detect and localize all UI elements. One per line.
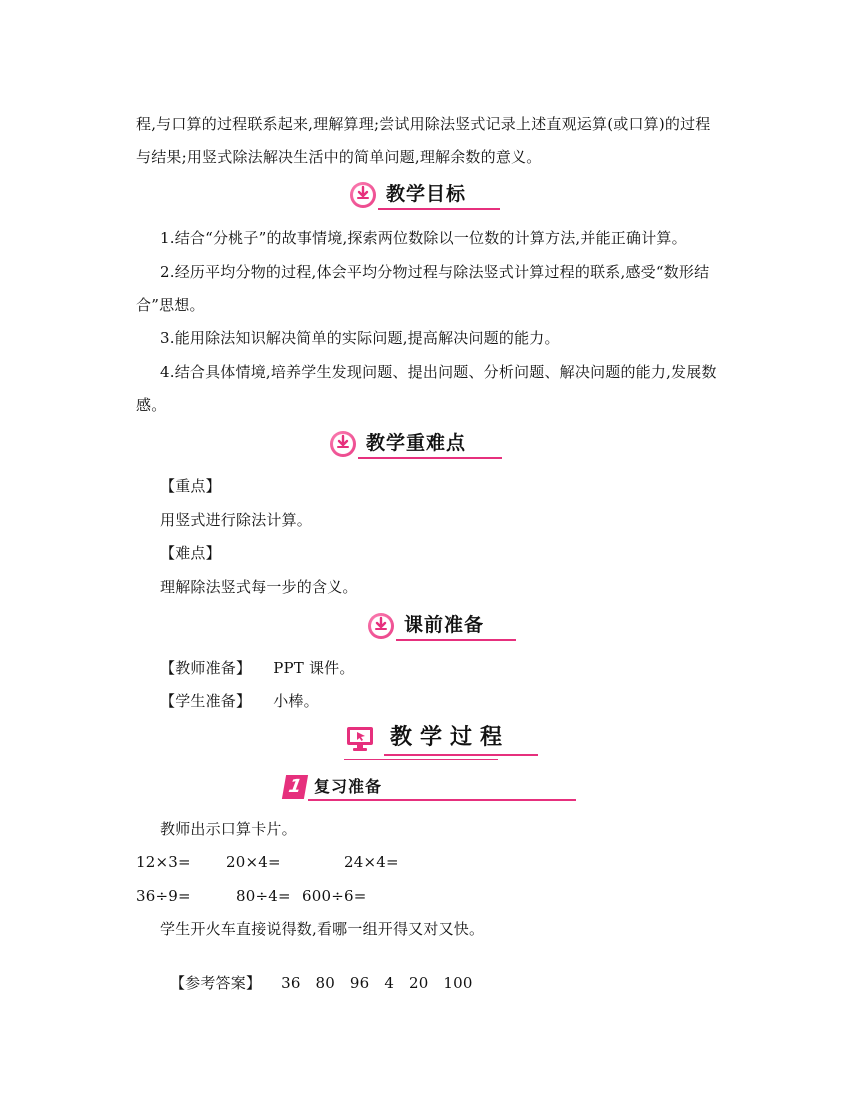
intro-line-1: 程,与口算的过程联系起来,理解算理;尝试用除法竖式记录上述直观运算(或口算)的过程 [136, 115, 711, 133]
step-rule [308, 799, 576, 801]
card-expression: 600÷6= [302, 887, 367, 905]
card-expression: 20×4= [226, 853, 281, 871]
section-title: 教学目标 [386, 183, 467, 205]
hard-point-label: 【难点】 [160, 544, 221, 562]
student-prep-text: 小棒。 [273, 692, 319, 710]
objective-3: 3.能用除法知识解决简单的实际问题,提高解决问题的能力。 [160, 329, 560, 347]
download-arrow-icon [334, 433, 352, 451]
hard-point-text: 理解除法竖式每一步的含义。 [160, 578, 358, 596]
objective-4-line-2: 感。 [136, 396, 167, 414]
teacher-prep [160, 658, 355, 678]
key-point-text: 用竖式进行除法计算。 [160, 511, 313, 529]
section-rule [378, 208, 500, 210]
objective-2-line-1: 2.经历平均分物的过程,体会平均分物过程与除法竖式计算过程的联系,感受“数形结 [160, 263, 710, 281]
section-title: 教学重难点 [366, 432, 467, 454]
section-heading-preparation [368, 611, 516, 641]
section-rule [384, 754, 538, 756]
step-title: 复习准备 [314, 777, 383, 796]
card-expression: 24×4= [344, 853, 399, 871]
step-number-badge: 1 [282, 775, 308, 799]
reference-answers [160, 953, 473, 993]
monitor-icon [346, 726, 374, 752]
download-arrow-icon [354, 184, 372, 202]
objective-4-line-1: 4.结合具体情境,培养学生发现问题、提出问题、分析问题、解决问题的能力,发展数 [160, 363, 717, 381]
section-heading-process [344, 724, 538, 758]
download-arrow-icon [372, 615, 390, 633]
section-heading-difficulties [330, 429, 502, 459]
answer-values: 36 80 96 4 20 100 [281, 974, 473, 992]
section-rule [396, 639, 516, 641]
process-activity: 学生开火车直接说得数,看哪一组开得又对又快。 [160, 920, 485, 938]
card-expression: 80÷4= [236, 887, 291, 905]
objective-1: 1.结合“分桃子”的故事情境,探索两位数除以一位数的计算方法,并能正确计算。 [160, 229, 687, 247]
answer-label: 【参考答案】 [169, 974, 262, 992]
card-expression: 12×3= [136, 853, 191, 871]
teacher-prep-label: 【教师准备】 [160, 659, 252, 677]
intro-line-2: 与结果;用竖式除法解决生活中的简单问题,理解余数的意义。 [136, 148, 542, 166]
student-prep-label: 【学生准备】 [160, 692, 252, 710]
section-heading-objectives [350, 180, 500, 210]
objective-2-line-2: 合”思想。 [136, 296, 205, 314]
student-prep [160, 691, 319, 711]
section-rule [358, 457, 502, 459]
key-point-label: 【重点】 [160, 477, 221, 495]
section-rule-secondary [344, 759, 498, 760]
step-heading-review [284, 775, 576, 801]
teacher-prep-text: PPT 课件。 [273, 659, 355, 677]
section-title: 课前准备 [404, 614, 485, 636]
process-intro: 教师出示口算卡片。 [160, 820, 297, 838]
section-title: 教学过程 [390, 725, 511, 750]
card-expression: 36÷9= [136, 887, 191, 905]
